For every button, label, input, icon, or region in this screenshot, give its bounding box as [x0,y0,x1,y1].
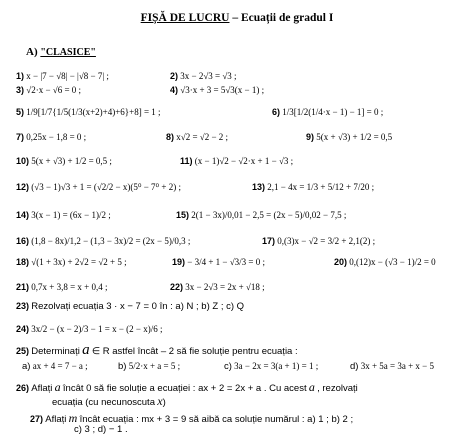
option-expression: ax + 4 = 7 − a ; [32,361,88,371]
equation-number: 1) [16,71,25,81]
question-number: 24) [16,324,30,334]
equation-8 [166,133,228,142]
equation-21 [16,283,108,292]
equation-expression: (1,8 − 8x)/1,2 − (1,3 − 3x)/2 = (2x − 5)/0,3 ; [31,236,191,246]
question-text: încât 0 să fie soluție a ecuației : ax + 2 = 2x + a . Cu acest [62,383,307,394]
question-text: ecuația (cu necunoscuta [52,397,155,408]
equation-number: 4) [170,85,179,95]
equation-expression: 1/9[1/7{1/5(1/3(x+2)+4)+6}+8] = 1 ; [26,107,161,117]
equation-expression: 3x − 2√3 = 2x + √18 ; [185,282,265,292]
equation-22 [170,283,265,292]
equation-11 [180,157,293,166]
equation-expression: x√2 = √2 − 2 ; [176,132,229,142]
q25-option-b [118,362,180,372]
equation-number: 3) [16,85,25,95]
question-number: 23) [16,301,30,311]
question-26-line2 [52,395,166,408]
q25-option-c [224,362,318,372]
question-24 [16,325,162,334]
equation-number: 22) [170,282,184,292]
equation-expression: √(1 + 3x) + 2√2 = √2 + 5 ; [31,257,127,267]
question-26 [16,381,358,394]
option-expression: 5/2·x + a = 5 ; [128,361,181,371]
equation-number: 16) [16,236,30,246]
equation-expression: (√3 − 1)√3 + 1 = (√2/2 − x)(5⁰ − 7⁰ + 2) ; [31,182,181,192]
equation-expression: − 3/4 + 1 − √3/3 = 0 ; [187,257,266,267]
equation-16 [16,237,190,246]
equation-10 [16,157,112,166]
equation-number: 5) [16,107,25,117]
equation-12 [16,183,181,192]
equation-17 [262,237,375,246]
equation-15 [176,211,346,220]
option-label: b) [118,361,127,372]
equation-9 [306,133,392,142]
equation-expression: (x − 1)√2 − √2·x + 1 − √3 ; [194,156,294,166]
equation-expression: 0,7x + 3,8 = x + 0,4 ; [31,282,108,292]
equation-number: 8) [166,132,175,142]
title-underlined: FIȘĂ DE LUCRU [140,12,230,24]
equation-3 [16,86,81,95]
section-heading [26,46,96,58]
title-rest: – Ecuații de gradul I [229,12,334,24]
question-number: 27) [30,414,44,424]
equation-expression: x − |7 − √8| − |√8 − 7| ; [26,71,109,81]
equation-number: 2) [170,71,179,81]
equation-number: 12) [16,182,30,192]
equation-number: 10) [16,156,30,166]
equation-number: 11) [180,156,193,166]
option-label: d) [350,361,359,372]
question-number: 26) [16,383,30,393]
section-letter: A) [26,46,38,58]
equation-expression: √2·x − √6 = 0 ; [26,85,82,95]
equation-1 [16,72,109,81]
equation-expression: 3x − 2√3 = √3 ; [180,71,237,81]
q25-option-d [350,362,434,372]
option-label: a) [22,361,31,372]
question-text: ∈ R astfel încât – 2 să fie soluție pentru ecuația : [91,346,298,357]
question-number: 25) [16,346,30,356]
q25-option-a [22,362,88,372]
equation-19 [172,258,265,267]
question-text: Rezolvați ecuația 3 · x − 7 = 0 în : a) N ; b) Z ; c) Q [31,301,245,312]
equation-expression: 3(x − 1) = (6x − 1)/2 ; [31,210,111,220]
equation-13 [252,183,374,192]
equation-expression: 0,25x − 1,8 = 0 ; [26,132,87,142]
equation-number: 17) [262,236,276,246]
question-25 [16,343,298,358]
variable-symbol: a [308,380,315,394]
equation-7 [16,133,86,142]
equation-expression: 0,(12)x − (√3 − 1)/2 = 0 [349,257,436,267]
question-23 [16,302,244,312]
variable-symbol: a [82,342,90,358]
worksheet-title [0,12,474,24]
question-text: încât ecuația : mx + 3 = 9 să aibă ca soluție numărul : a) 1 ; b) 2 ; [79,414,354,425]
question-text: c) 3 ; d) − 1 . [74,424,128,435]
question-27 [30,412,353,425]
equation-number: 18) [16,257,30,267]
question-text: ) [162,397,166,408]
equation-expression: 2(1 − 3x)/0,01 − 2,5 = (2x − 5)/0,02 − 7,5 ; [191,210,347,220]
section-label: "CLASICE" [40,47,96,58]
variable-symbol: x [157,394,163,408]
question-27-line2 [74,425,128,435]
question-text: Aflați [45,414,67,425]
equation-number: 9) [306,132,315,142]
equation-expression: 5(x + √3) + 1/2 = 0,5 [316,132,393,142]
equation-expression: 1/3[1/2(1/4·x − 1) − 1] = 0 ; [282,107,384,117]
question-text: , rezolvați [317,383,358,394]
equation-4 [170,86,264,95]
equation-14 [16,211,111,220]
equation-number: 20) [334,257,348,267]
equation-number: 6) [272,107,281,117]
equation-5 [16,108,161,117]
variable-symbol: a [54,380,61,394]
equation-expression: 5(x + √3) + 1/2 = 0,5 ; [31,156,112,166]
equation-20 [334,258,436,267]
equation-6 [272,108,383,117]
equation-number: 21) [16,282,30,292]
equation-expression: 2,1 − 4x = 1/3 + 5/12 + 7/20 ; [267,182,375,192]
variable-symbol: m [68,411,78,425]
equation-2 [170,72,237,81]
equation-number: 15) [176,210,190,220]
equation-number: 19) [172,257,186,267]
equation-number: 7) [16,132,25,142]
option-label: c) [224,361,232,372]
question-text: Aflați [31,383,53,394]
equation-18 [16,258,127,267]
option-expression: 3a − 2x = 3(a + 1) = 1 ; [234,361,319,371]
question-text: Determinați [31,346,80,357]
equation-expression: √3·x + 3 = 5√3(x − 1) ; [180,85,265,95]
equation-expression: 0,(3)x − √2 = 3/2 + 2,1(2) ; [277,236,376,246]
equation-number: 13) [252,182,266,192]
option-expression: 3x + 5a = 3a + x − 5 [360,361,434,371]
equation-number: 14) [16,210,30,220]
question-expression: 3x/2 − (x − 2)/3 − 1 = x − (2 − x)/6 ; [31,324,163,334]
